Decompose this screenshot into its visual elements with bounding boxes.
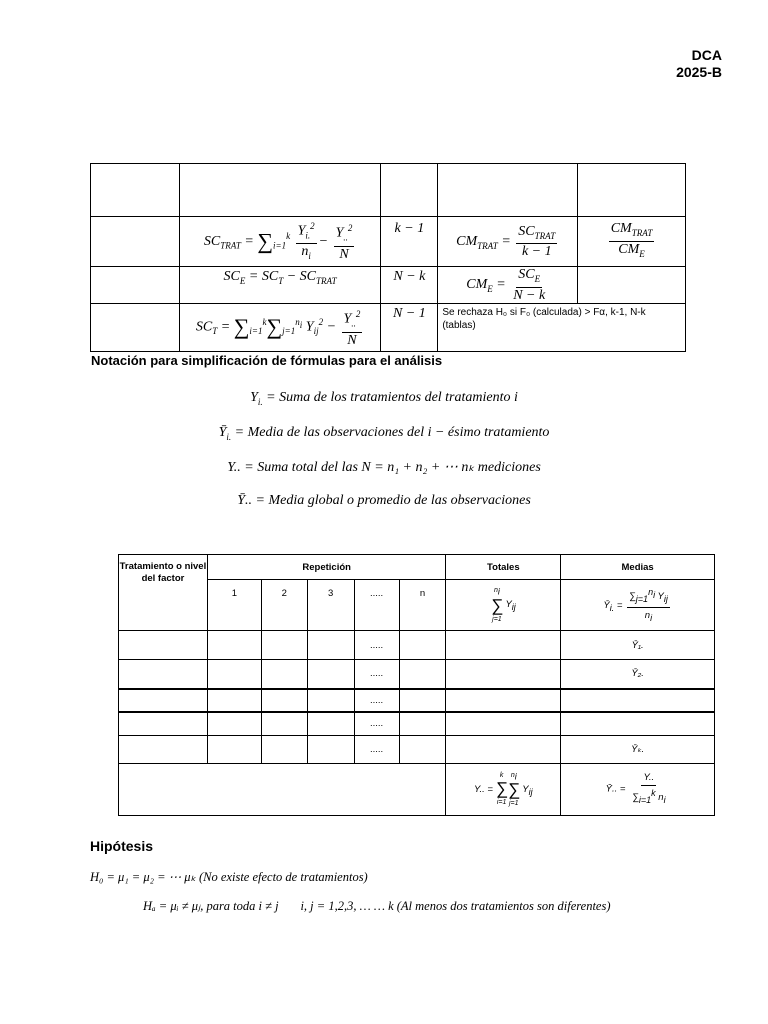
dots-cell: ..... <box>354 736 399 764</box>
col-header-treatment: Tratamiento o nivel del factor <box>119 555 208 631</box>
table-cell <box>561 712 715 736</box>
table-cell <box>446 689 561 712</box>
col-header-repetition: Repetición <box>207 555 446 580</box>
data-table <box>118 554 715 816</box>
rep-col-2: 2 <box>261 580 307 631</box>
table-cell <box>399 712 446 736</box>
table-cell <box>307 631 354 660</box>
col-header-means: Medias <box>561 555 715 580</box>
notation-text-4: Media global o promedio de las observaciones <box>268 493 531 508</box>
sc-error-formula: $SC_E = SC_T - SC_{TRAT}$ <box>179 267 381 304</box>
notation-text-3: Suma total del las N = n₁ + n₂ + ⋯ nₖ mediciones <box>257 460 541 475</box>
dots-cell: ..... <box>354 631 399 660</box>
table-cell <box>307 660 354 689</box>
table-cell <box>119 689 208 712</box>
table-cell <box>261 712 307 736</box>
gl-trat: k − 1 <box>381 217 438 267</box>
anova-header-cell <box>179 164 381 217</box>
hypothesis-title: Hipótesis <box>90 838 154 854</box>
anova-table <box>90 163 686 352</box>
notation-text-2: Media de las observaciones del i − ésimo tratamiento <box>247 425 550 440</box>
rep-col-n: n <box>399 580 446 631</box>
table-cell <box>446 631 561 660</box>
table-cell <box>261 660 307 689</box>
gl-error: N − k <box>381 267 438 304</box>
table-cell <box>207 712 261 736</box>
table-cell <box>399 660 446 689</box>
mean-label-1: Ȳ₁. <box>561 631 715 660</box>
notation-line-2: $Ȳ_{i.}$ = Media de las observaciones del i − ésimo tratamiento <box>218 425 550 442</box>
doc-code <box>676 47 722 81</box>
table-cell <box>446 712 561 736</box>
table-cell <box>399 689 446 712</box>
grand-mean-formula: Ȳ.. = $\frac{Y..}{\sum_{i=1}^k n_i}$ <box>561 764 715 816</box>
notation-line-3: Y.. = Suma total del las N = n₁ + n₂ + ⋯ nₖ mediciones <box>227 460 541 475</box>
means-formula: $Ȳ_{i.}$ = $\frac{\sum_{j=1}^{n_i} Y_{ij}}{n_i}$ <box>561 580 715 631</box>
totals-formula: $n_i$ ∑ j=1 $Y_{ij}$ <box>446 580 561 631</box>
sc-trat-formula: $SC_{TRAT} = \sum_{i=1}^k$ $\frac{Y_{i.}^2}{n_i}$ − $\frac{Y_{..}^2}{N}$ <box>179 217 381 267</box>
table-cell <box>119 736 208 764</box>
table-cell <box>207 736 261 764</box>
table-cell <box>561 689 715 712</box>
table-cell <box>261 631 307 660</box>
dots-cell: ..... <box>354 712 399 736</box>
notation-line-4: Ȳ.. = Media global o promedio de las observaciones <box>237 493 531 508</box>
table-cell <box>207 660 261 689</box>
hypothesis-ha: Hₐ = μᵢ ≠ μⱼ, para toda i ≠ j i, j = 1,2,3, … … k (Al menos dos tratamientos son diferentes) <box>143 899 611 913</box>
notation-text-1: Suma de los tratamientos del tratamiento i <box>279 390 518 405</box>
hypothesis-h0: H₀ = μ₁ = μ₂ = ⋯ μₖ (No existe efecto de tratamientos) <box>90 870 368 884</box>
anova-header-cell <box>381 164 438 217</box>
cm-trat-formula: $CM_{TRAT}$ = $\frac{SC_{TRAT}}{k - 1}$ <box>438 217 578 267</box>
notation-title: Notación para simplificación de fórmulas para el análisis <box>91 353 443 368</box>
table-cell <box>446 660 561 689</box>
col-header-totals: Totales <box>446 555 561 580</box>
anova-source-cell <box>91 267 180 304</box>
anova-header-cell <box>91 164 180 217</box>
f0-formula: $\frac{CM_{TRAT}}{CM_E}$ <box>578 217 686 267</box>
anova-empty-cell <box>578 267 686 304</box>
table-cell <box>261 689 307 712</box>
table-cell <box>399 736 446 764</box>
table-cell <box>307 736 354 764</box>
grand-total-formula: Y.. = k ∑ i=1 $n_i$ ∑ j=1 $Y_{ij}$ <box>446 764 561 816</box>
table-cell <box>119 660 208 689</box>
rep-col-1: 1 <box>207 580 261 631</box>
sc-total-formula: $SC_T = \sum_{i=1}^k\sum_{j=1}^{n_i}$ $Y_{ij}^2$ − $\frac{Y_{..}^2}{N}$ <box>179 303 381 351</box>
table-cell <box>119 712 208 736</box>
rep-col-3: 3 <box>307 580 354 631</box>
cm-error-formula: $CM_E$ = $\frac{SC_E}{N - k}$ <box>438 267 578 304</box>
dots-cell: ..... <box>354 660 399 689</box>
anova-header-cell <box>438 164 578 217</box>
table-cell <box>119 631 208 660</box>
mean-label-2: Ȳ₂. <box>561 660 715 689</box>
doc-code-line1: DCA <box>691 47 722 63</box>
dots-cell: ..... <box>354 689 399 712</box>
table-cell <box>399 631 446 660</box>
anova-source-cell <box>91 303 180 351</box>
table-cell <box>207 689 261 712</box>
table-cell <box>307 689 354 712</box>
mean-label-k: Ȳₖ. <box>561 736 715 764</box>
decision-rule: Se rechaza H₀ si F₀ (calculada) > Fα, k-1, N-k (tablas) <box>438 303 686 351</box>
anova-header-cell <box>578 164 686 217</box>
anova-source-cell <box>91 217 180 267</box>
table-cell <box>307 712 354 736</box>
table-cell <box>119 764 446 816</box>
notation-line-1: $Y_{i.}$ = Suma de los tratamientos del tratamiento i <box>250 390 518 407</box>
table-cell <box>207 631 261 660</box>
gl-total: N − 1 <box>381 303 438 351</box>
doc-code-line2: 2025-B <box>676 64 722 80</box>
rep-col-dots: ..... <box>354 580 399 631</box>
table-cell <box>446 736 561 764</box>
table-cell <box>261 736 307 764</box>
